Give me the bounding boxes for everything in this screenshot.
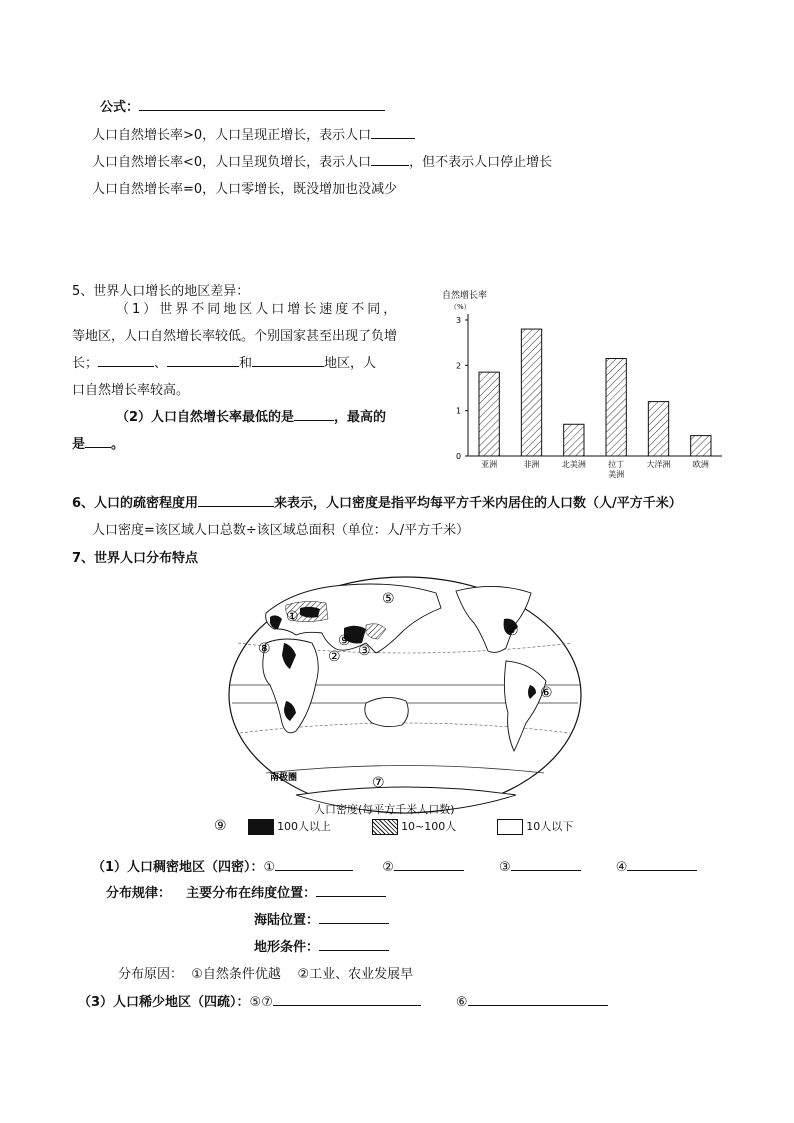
formula-line-1-text: 人口自然增长率>0，人口呈现正增长，表示人口: [92, 128, 372, 143]
formula-line-1: [92, 124, 415, 143]
q5-p1-line2: 等地区，人口自然增长率较低。个别国家甚至出现了负增: [72, 329, 398, 344]
dense-n3: ③: [498, 860, 511, 875]
map-marker-2: ②: [328, 649, 341, 665]
chart-bar: [564, 424, 584, 456]
dense-label: （1）人口稠密地区（四密）：: [92, 860, 264, 875]
map-marker-1: ①: [286, 609, 299, 625]
q6-title-b: 来表示，人口密度是指平均每平方千米内居住的人口数（人/平方千米）: [274, 496, 682, 511]
chart-y-tick-label: 2: [456, 361, 462, 371]
south-circle-label: 南极圈: [270, 773, 298, 783]
chart-y-tick-label: 0: [456, 452, 462, 461]
q5-p1-line3-a: 长；: [72, 356, 99, 371]
q6-formula: 人口密度=该区域人口总数÷该区域总面积（单位：人/平方千米）: [92, 523, 470, 538]
legend-swatch-medium: [372, 819, 398, 835]
q6-title-a: 6、人口的疏密程度用: [72, 496, 199, 511]
chart-bar: [521, 329, 541, 456]
terrain-label: 地形条件：: [254, 940, 320, 955]
latitude-label: 主要分布在纬度位置：: [186, 886, 317, 901]
q5-p1-line1: （1）世界不同地区人口增长速度不同，: [116, 302, 400, 317]
q5-p2-line1-a: （2）人口自然增长率最低的是: [116, 410, 295, 425]
formula-row: [100, 96, 385, 115]
world-population-map: [226, 573, 584, 818]
blank-high-3[interactable]: [252, 353, 324, 367]
dense-n2: ②: [382, 860, 394, 875]
q5-p2-line2-a: 是: [72, 437, 86, 452]
q5-p2-line1: [72, 404, 434, 431]
legend-label-dense: 100人以上: [277, 820, 332, 833]
chart-y-tick-label: 3: [456, 316, 462, 325]
chart-x-tick-label: 美洲: [608, 470, 625, 479]
formula-label: 公式：: [100, 100, 140, 115]
chart-x-tick-label: 北美洲: [561, 460, 586, 469]
australia-landmass: [365, 697, 408, 726]
rule-row: [106, 882, 386, 901]
chart-x-tick-label: 亚洲: [481, 460, 498, 469]
map-marker-5: ⑤: [382, 591, 395, 607]
blank-density[interactable]: [198, 493, 274, 507]
q5-title: 5、世界人口增长的地区差异：: [72, 284, 250, 299]
map-marker-8: ⑧: [258, 641, 271, 657]
blank-dense-3[interactable]: [511, 857, 581, 871]
blank-latitude[interactable]: [316, 883, 386, 897]
q5-p1-line3: [72, 350, 434, 377]
q5-p2-line1-b: ，最高的: [334, 410, 387, 425]
blank-negative[interactable]: [371, 152, 409, 166]
q6-title: [72, 492, 682, 511]
sparse-row: [78, 991, 608, 1010]
q5-p2-line2-b: 。: [111, 437, 125, 452]
sparse-n6: ⑥: [455, 995, 468, 1010]
legend-title: 人口密度(每平方千米人口数): [314, 803, 455, 816]
legend-swatch-sparse: [497, 819, 523, 835]
map-marker-6: ⑥: [540, 685, 553, 701]
blank-dense-4[interactable]: [627, 857, 697, 871]
map-marker-9: ⑨: [338, 633, 351, 649]
blank-dense-2[interactable]: [394, 857, 464, 871]
q5-paragraph: [72, 296, 434, 458]
legend-label-sparse: 10人以下: [526, 820, 574, 833]
legend: [214, 818, 573, 835]
chart-x-tick-label: 大洋洲: [646, 460, 671, 469]
sea-row: [254, 909, 389, 928]
chart-x-tick-label: 非洲: [523, 460, 540, 469]
formula-line-2-text: 人口自然增长率<0，人口呈现负增长，表示人口: [92, 155, 372, 170]
formula-line-2: [92, 151, 552, 170]
blank-sea[interactable]: [319, 910, 389, 924]
dense-row: [92, 856, 697, 875]
legend-marker: ⑨: [214, 818, 227, 834]
reason-row: 分布原因： ①自然条件优越 ②工业、农业发展早: [118, 967, 414, 982]
formula-blank[interactable]: [139, 97, 385, 111]
blank-sparse-6[interactable]: [468, 992, 608, 1006]
chart-yunit: （%）: [450, 303, 471, 311]
map-marker-3: ③: [358, 643, 371, 659]
q5-p1-line3-b: 、: [154, 356, 168, 371]
growth-rate-bar-chart: [436, 284, 736, 479]
blank-positive[interactable]: [371, 125, 415, 139]
chart-bar: [479, 372, 499, 456]
blank-dense-1[interactable]: [275, 857, 353, 871]
formula-line-3: 人口自然增长率=0，人口零增长，既没增加也没减少: [92, 182, 398, 197]
rule-label: 分布规律：: [106, 886, 172, 901]
sparse-n57: ⑤⑦: [249, 995, 273, 1010]
q7-title: 7、世界人口分布特点: [72, 551, 199, 566]
terrain-row: [254, 936, 389, 955]
chart-bar: [691, 436, 711, 456]
sparse-label: （3）人口稀少地区（四疏）：: [78, 995, 250, 1010]
q5-p2-line2: [72, 431, 434, 458]
q5-p1-line3-d: 地区，人: [324, 356, 377, 371]
blank-lowest[interactable]: [294, 407, 334, 421]
blank-terrain[interactable]: [319, 937, 389, 951]
sea-label: 海陆位置：: [254, 913, 320, 928]
chart-x-tick-label: 拉丁: [608, 460, 625, 469]
dense-n1: ①: [263, 860, 276, 875]
legend-swatch-dense: [248, 819, 274, 835]
formula-line-2-tail: ，但不表示人口停止增长: [409, 155, 553, 170]
map-marker-7: ⑦: [372, 775, 385, 791]
chart-ylabel: 自然增长率: [442, 291, 488, 301]
chart-bar: [606, 359, 626, 456]
blank-highest[interactable]: [85, 434, 111, 448]
legend-label-medium: 10~100人: [401, 820, 457, 833]
q5-p1-line3-c: 和: [239, 356, 253, 371]
blank-sparse-57[interactable]: [273, 992, 421, 1006]
chart-x-tick-label: 欧洲: [692, 460, 709, 469]
map-marker-4: ④: [506, 623, 519, 639]
dense-n4: ④: [615, 860, 628, 875]
blank-high-1[interactable]: [98, 353, 154, 367]
chart-y-tick-label: 1: [456, 406, 462, 416]
blank-high-2[interactable]: [167, 353, 239, 367]
chart-bar: [648, 402, 668, 456]
q5-p1-line4: 口自然增长率较高。: [72, 383, 190, 398]
